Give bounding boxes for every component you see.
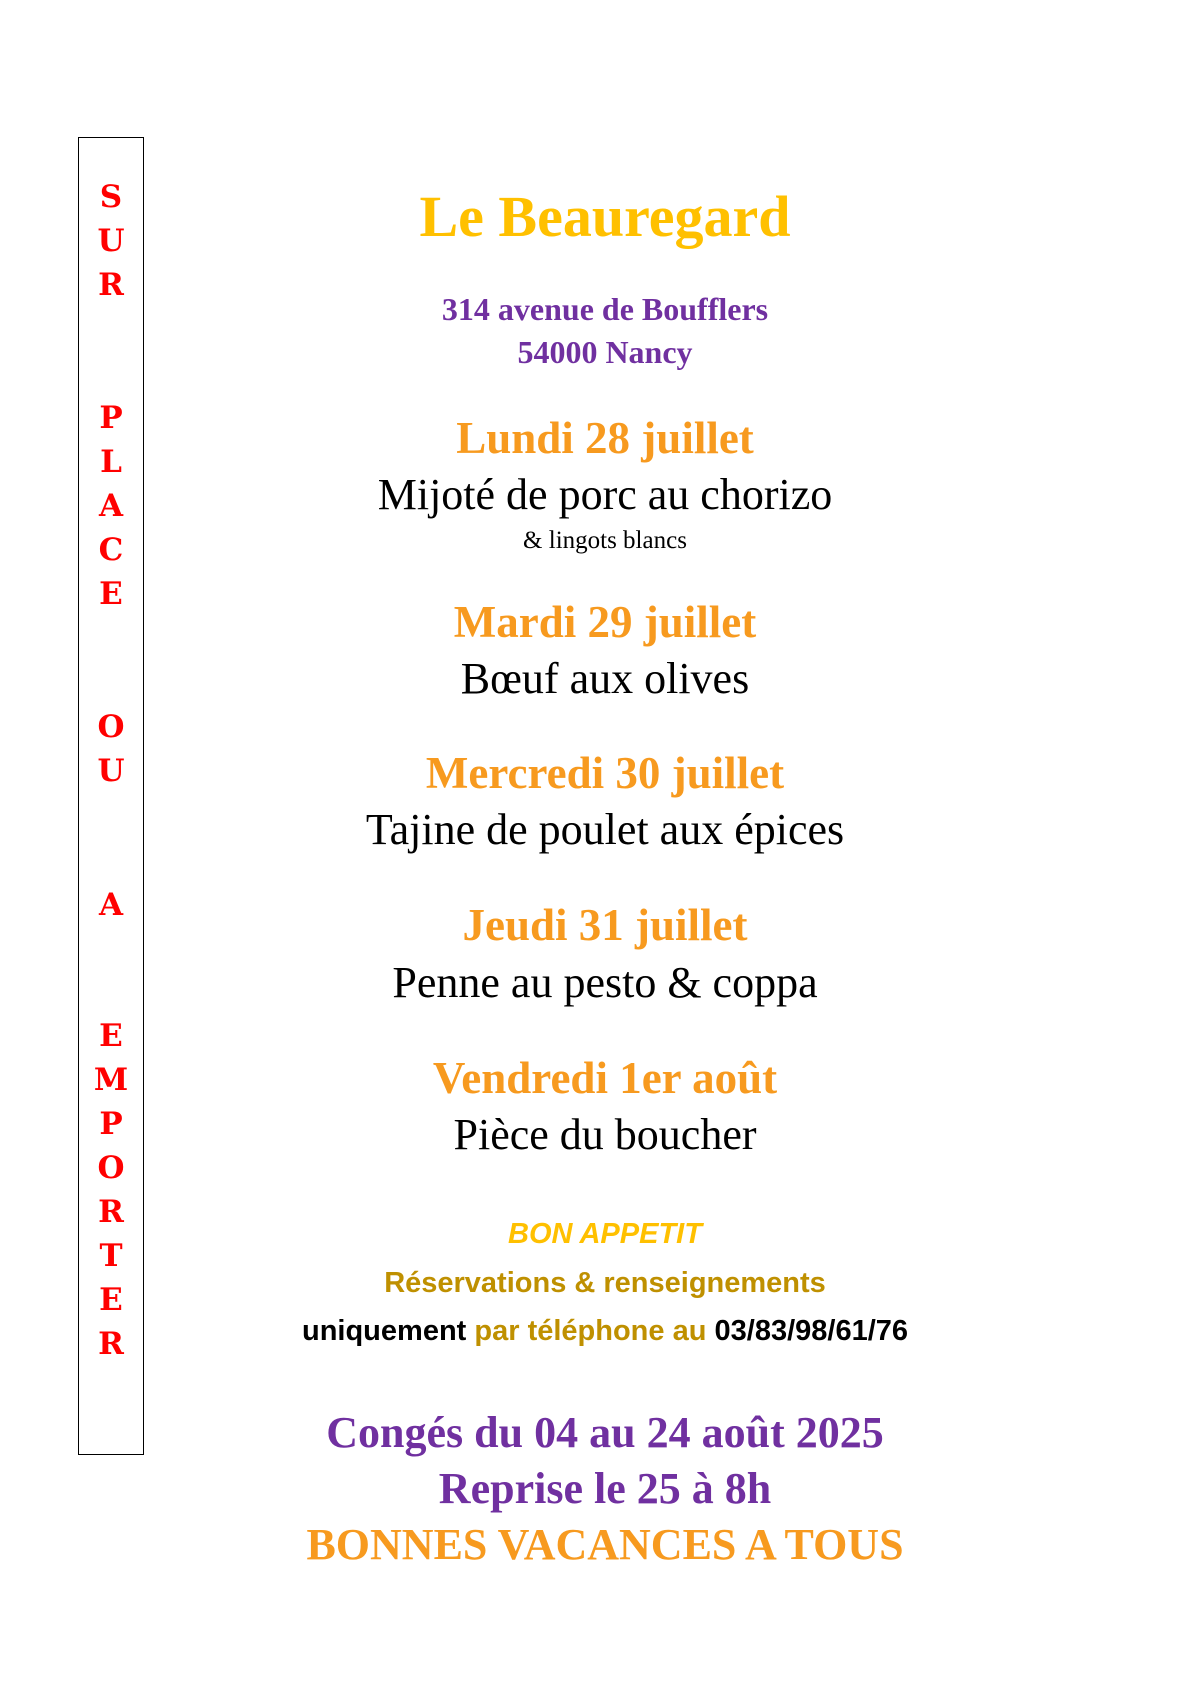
banner-letter: C [98, 532, 124, 568]
phone-line [150, 1317, 1060, 1346]
banner-letter: A [98, 488, 124, 524]
banner-letter: U [97, 223, 125, 259]
banner-letter: U [97, 753, 125, 789]
banner-letter: T [99, 1238, 123, 1274]
banner-letter: L [100, 444, 122, 480]
phone-prefix: uniquement [301, 1315, 467, 1347]
menu-dish-thursday: Penne au pesto & coppa [392, 958, 818, 1007]
menu-dish-wednesday: Tajine de poulet aux épices [365, 805, 845, 854]
restaurant-name: Le Beauregard [419, 184, 791, 249]
banner-letter: E [99, 1018, 123, 1054]
conges-notice: Congés du 04 au 24 août 2025 [326, 1408, 884, 1457]
menu-day-monday: Lundi 28 juillet [456, 413, 754, 463]
banner-letter: P [99, 1106, 123, 1142]
bon-appetit: BON APPETIT [508, 1218, 702, 1250]
phone-number: 03/83/98/61/76 [714, 1315, 909, 1347]
menu-side-monday: & lingots blancs [523, 527, 687, 554]
address-city: 54000 Nancy [517, 334, 693, 370]
menu-dish-monday: Mijoté de porc au chorizo [377, 470, 833, 519]
reservations-label: Réservations & renseignements [384, 1267, 826, 1299]
menu-day-wednesday: Mercredi 30 juillet [425, 748, 785, 798]
bonnes-vacances: BONNES VACANCES A TOUS [306, 1520, 904, 1569]
banner-letter: A [98, 887, 124, 923]
banner-letter: P [99, 400, 123, 436]
banner-letter: M [93, 1062, 129, 1098]
banner-letter: R [98, 1326, 124, 1362]
menu-day-friday: Vendredi 1er août [432, 1053, 778, 1103]
reprise-notice: Reprise le 25 à 8h [438, 1464, 772, 1513]
banner-letter: R [98, 1194, 124, 1230]
address-street: 314 avenue de Boufflers [441, 291, 769, 327]
banner-letter: O [97, 1150, 125, 1186]
banner-letter: O [97, 709, 125, 745]
phone-middle: par téléphone au [466, 1315, 715, 1347]
menu-dish-friday: Pièce du boucher [453, 1110, 757, 1159]
menu-day-tuesday: Mardi 29 juillet [453, 597, 757, 647]
banner-letter: E [99, 576, 123, 612]
menu-dish-tuesday: Bœuf aux olives [460, 654, 750, 703]
banner-letter: S [99, 179, 123, 215]
menu-day-thursday: Jeudi 31 juillet [462, 900, 748, 950]
banner-letter: E [99, 1282, 123, 1318]
banner-letter: R [98, 267, 124, 303]
vertical-banner [78, 137, 144, 1455]
